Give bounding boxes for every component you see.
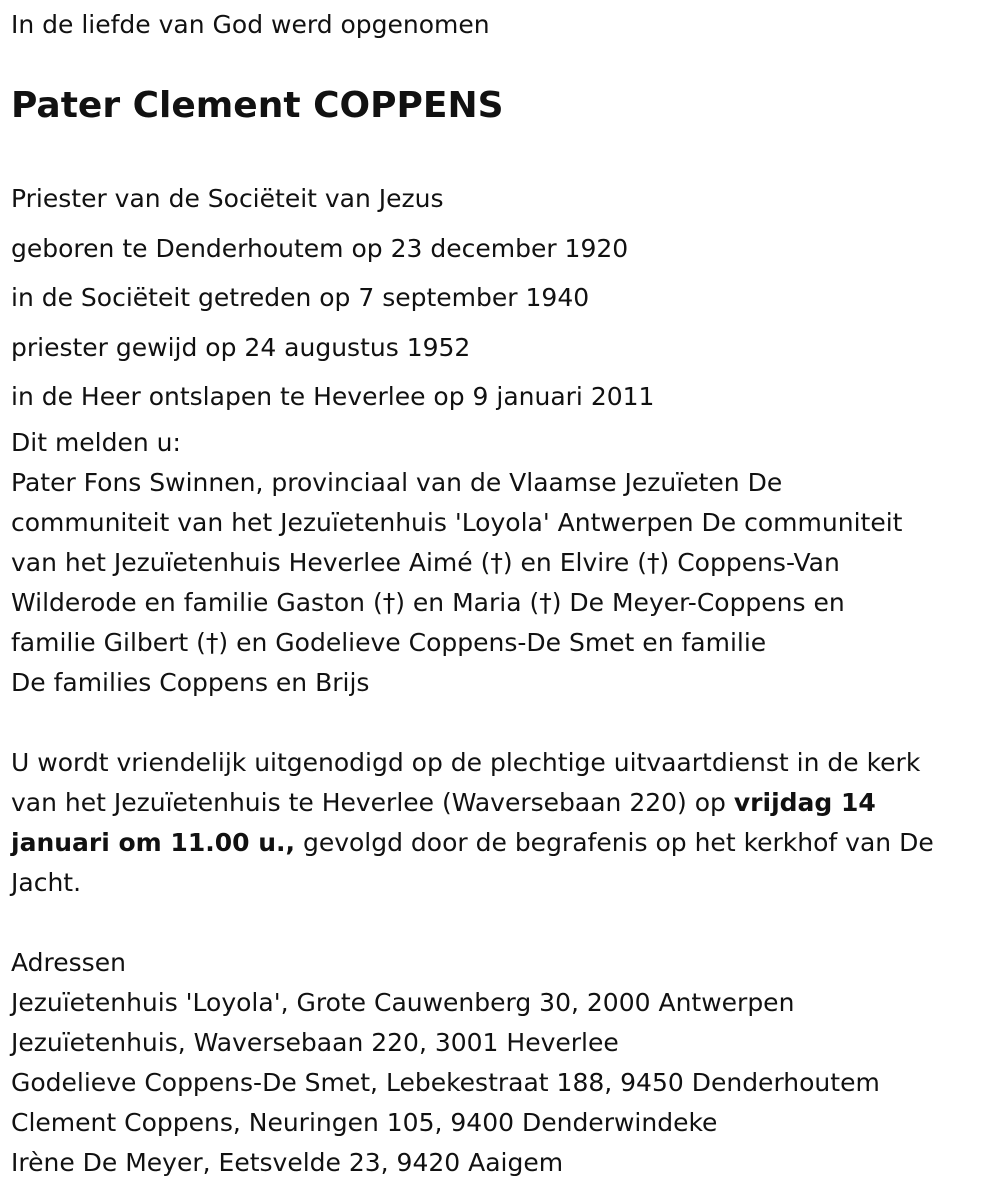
intro-text: In de liefde van God werd opgenomen (11, 10, 490, 39)
address-line: Clement Coppens, Neuringen 105, 9400 Denderwindeke (11, 1108, 718, 1137)
addresses-section (11, 943, 880, 1183)
invitation-text: van het Jezuïetenhuis te Heverlee (Waversebaan 220) op (11, 788, 734, 817)
invitation-line (11, 783, 986, 823)
announcement-line: communiteit van het Jezuïetenhuis 'Loyola' Antwerpen De communiteit (11, 508, 903, 537)
announcement-line: van het Jezuïetenhuis Heverlee Aimé (†) en Elvire (†) Coppens-Van (11, 548, 840, 577)
invitation-line: U wordt vriendelijk uitgenodigd op de plechtige uitvaartdienst in de kerk (11, 748, 921, 777)
biography-list (11, 174, 654, 422)
announcement-heading: Dit melden u: (11, 428, 181, 457)
address-line: Jezuïetenhuis, Waversebaan 220, 3001 Heverlee (11, 1028, 619, 1057)
announcement-line: De families Coppens en Brijs (11, 668, 370, 697)
bio-line: priester gewijd op 24 augustus 1952 (11, 332, 471, 362)
address-line: Irène De Meyer, Eetsvelde 23, 9420 Aaigem (11, 1148, 564, 1177)
bio-line: geboren te Denderhoutem op 23 december 1920 (11, 233, 629, 263)
invitation-line: Jacht. (11, 868, 82, 897)
invitation-text: gevolgd door de begrafenis op het kerkhof van De (295, 828, 934, 857)
funeral-time: januari om 11.00 u., (11, 828, 296, 857)
announcement-line: familie Gilbert (†) en Godelieve Coppens-De Smet en familie (11, 628, 767, 657)
bio-line: Priester van de Sociëteit van Jezus (11, 184, 444, 213)
funeral-date: vrijdag 14 (733, 788, 876, 817)
invitation-line (11, 823, 986, 863)
bio-line: in de Sociëteit getreden op 7 september 1940 (11, 283, 590, 312)
bio-line: in de Heer ontslapen te Heverlee op 9 januari 2011 (11, 382, 655, 411)
funeral-invitation (11, 743, 986, 903)
address-line: Godelieve Coppens-De Smet, Lebekestraat 188, 9450 Denderhoutem (11, 1068, 880, 1097)
announcement-section (11, 423, 986, 703)
announcement-line: Pater Fons Swinnen, provinciaal van de Vlaamse Jezuïeten De (11, 468, 783, 497)
address-line: Jezuïetenhuis 'Loyola', Grote Cauwenberg 30, 2000 Antwerpen (11, 988, 795, 1017)
deceased-name: Pater Clement COPPENS (11, 85, 504, 126)
addresses-heading: Adressen (11, 948, 126, 977)
announcement-line: Wilderode en familie Gaston (†) en Maria (†) De Meyer-Coppens en (11, 588, 845, 617)
